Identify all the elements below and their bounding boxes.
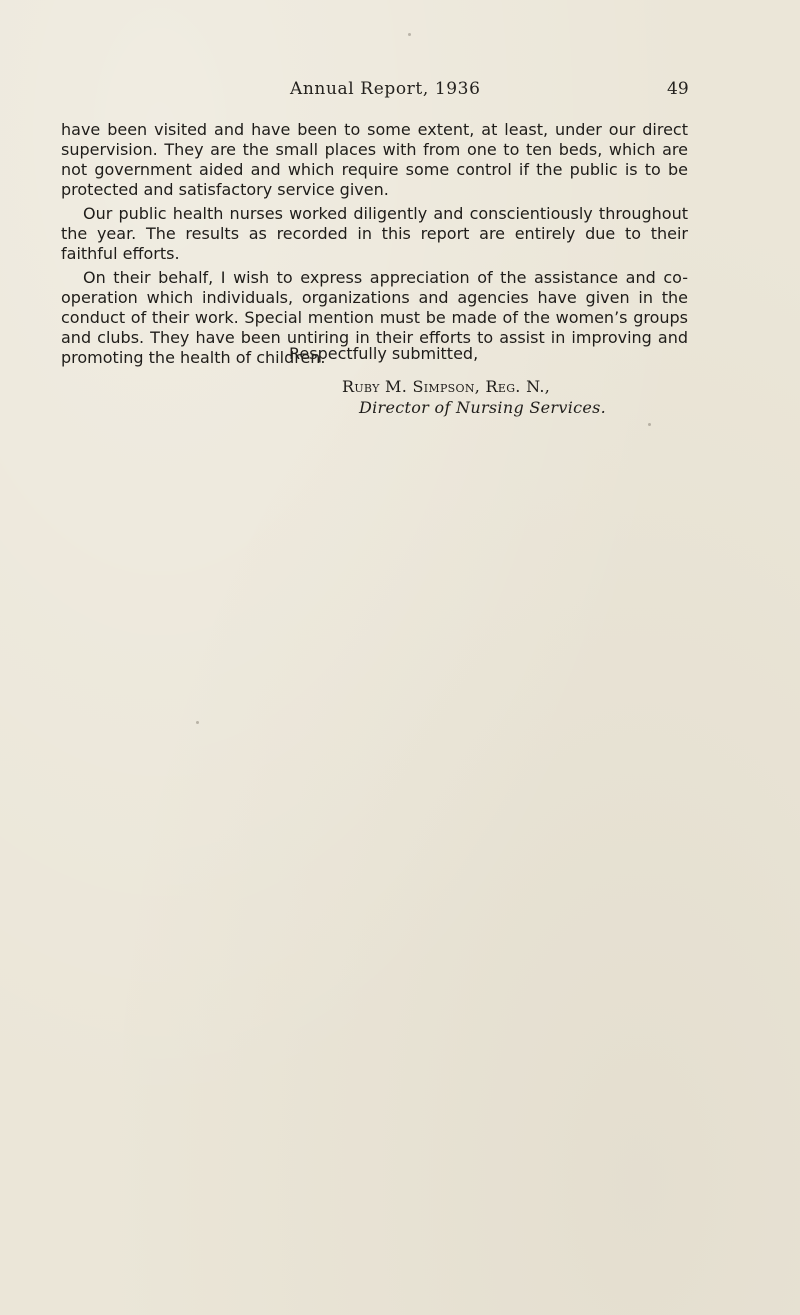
paragraph-nurses: Our public health nurses worked diligently and conscientiously throughout the year. The results as recorded in this report are entirely due to their faithful efforts. bbox=[61, 204, 688, 263]
page-header bbox=[0, 79, 800, 103]
paper-speck bbox=[648, 423, 651, 426]
signature-name: Ruby M. Simpson, Reg. N., bbox=[342, 377, 551, 396]
paper-speck bbox=[408, 33, 411, 36]
paragraph-continuation: have been visited and have been to some extent, at least, under our direct supervision. They are the small places with from one to ten beds, which are not government aided and which require some control if the public is to be protected and satisfactory service given. bbox=[61, 120, 688, 199]
closing-line: Respectfully submitted, bbox=[289, 344, 479, 363]
page-number: 49 bbox=[667, 79, 689, 99]
body-text bbox=[61, 120, 688, 372]
running-title: Annual Report, 1936 bbox=[290, 79, 481, 99]
paragraph-appreciation: On their behalf, I wish to express appreciation of the assistance and co-operation which individuals, organizations and agencies have given in the conduct of their work. Special mention must be made of the women’s groups and clubs. They have been untiring in their efforts to assist in improving and promoting the health of children. bbox=[61, 268, 688, 367]
paper-speck bbox=[196, 721, 199, 724]
signature-title: Director of Nursing Services. bbox=[359, 398, 607, 417]
